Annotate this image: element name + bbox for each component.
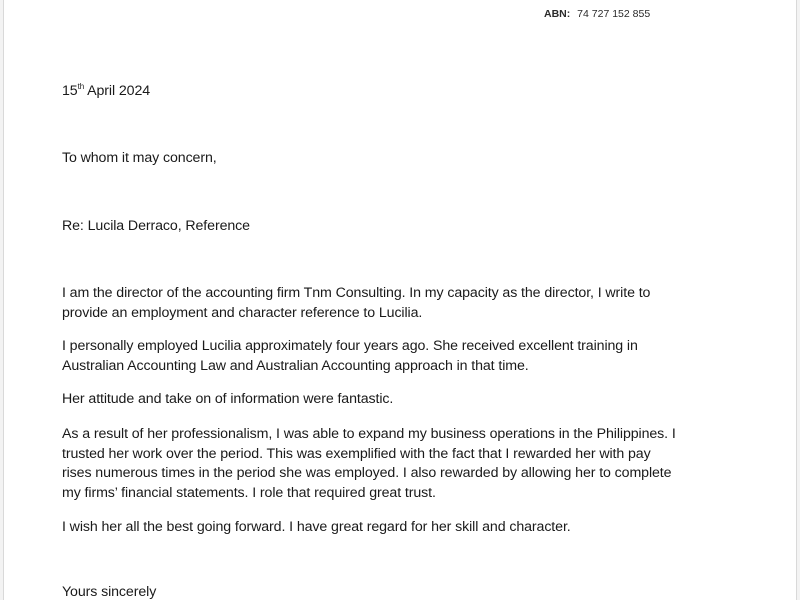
paragraph-line: I wish her all the best going forward. I have great regard for her skill and character. bbox=[62, 519, 571, 535]
letter-page bbox=[3, 0, 797, 600]
paragraph-1 bbox=[62, 284, 722, 323]
paragraph-4 bbox=[62, 425, 722, 503]
closing: Yours sincerely bbox=[62, 584, 157, 600]
paragraph-3 bbox=[62, 390, 722, 410]
paragraph-line: I personally employed Lucilia approximately four years ago. She received excellent training in bbox=[62, 338, 638, 354]
paragraph-line: Her attitude and take on of information were fantastic. bbox=[62, 391, 394, 407]
paragraph-line: As a result of her professionalism, I was able to expand my business operations in the Philippines. I bbox=[62, 426, 676, 442]
paragraph-line: my firms’ financial statements. I role that required great trust. bbox=[62, 484, 436, 501]
abn-value: 74 727 152 855 bbox=[577, 8, 651, 20]
date-suffix: th bbox=[77, 82, 85, 91]
letter-date bbox=[62, 82, 150, 99]
paragraph-5 bbox=[62, 518, 722, 538]
date-rest: April 2024 bbox=[84, 83, 151, 99]
paragraph-2 bbox=[62, 337, 722, 376]
paragraph-line: rises numerous times in the period she was employed. I also rewarded by allowing her to complete bbox=[62, 465, 672, 481]
salutation: To whom it may concern, bbox=[62, 150, 217, 166]
date-day: 15 bbox=[62, 83, 78, 99]
paragraph-line: Australian Accounting Law and Australian Accounting approach in that time. bbox=[62, 357, 529, 374]
paragraph-line: I am the director of the accounting firm Tnm Consulting. In my capacity as the director, I write to bbox=[62, 285, 651, 301]
paragraph-line: trusted her work over the period. This was exemplified with the fact that I rewarded her with pay bbox=[62, 445, 651, 462]
abn-label: ABN: bbox=[544, 8, 571, 20]
paragraph-line: provide an employment and character reference to Lucilia. bbox=[62, 304, 423, 321]
abn-line bbox=[544, 8, 650, 20]
subject-line: Re: Lucila Derraco, Reference bbox=[62, 218, 250, 234]
